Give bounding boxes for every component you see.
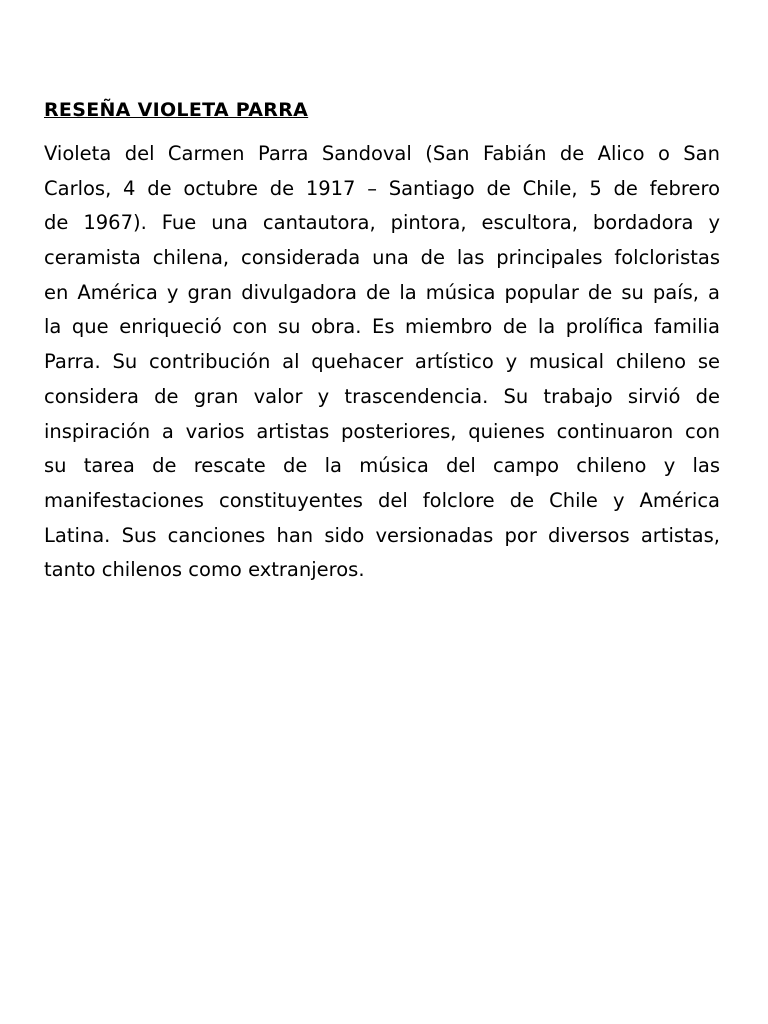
paragraph-line: considera de gran valor y trascendencia. Su trabajo sirvió de bbox=[44, 384, 720, 408]
paragraph-line: inspiración a varios artistas posteriores, quienes continuaron con bbox=[44, 419, 720, 443]
paragraph-line: de 1967). Fue una cantautora, pintora, escultora, bordadora y bbox=[44, 211, 720, 235]
paragraph-line: su tarea de rescate de la música del campo chileno y las bbox=[44, 454, 720, 478]
paragraph-line: Violeta del Carmen Parra Sandoval (San Fabián de Alico o San bbox=[44, 142, 720, 165]
body-paragraph bbox=[44, 137, 720, 588]
paragraph-line: manifestaciones constituyentes del folclore de Chile y América bbox=[44, 488, 720, 512]
paragraph-line: Latina. Sus canciones han sido versionadas por diversos artistas, bbox=[44, 523, 720, 547]
paragraph-line: la que enriqueció con su obra. Es miembro de la prolífica familia bbox=[44, 315, 720, 339]
document-title: RESEÑA VIOLETA PARRA bbox=[44, 99, 309, 121]
paragraph-line: en América y gran divulgadora de la música popular de su país, a bbox=[44, 280, 720, 304]
paragraph-line: ceramista chilena, considerada una de las principales folcloristas bbox=[44, 246, 720, 270]
paragraph-line: Carlos, 4 de octubre de 1917 – Santiago de Chile, 5 de febrero bbox=[44, 176, 720, 200]
paragraph-line: Parra. Su contribución al quehacer artístico y musical chileno se bbox=[44, 350, 720, 374]
paragraph-line: tanto chilenos como extranjeros. bbox=[44, 558, 365, 582]
